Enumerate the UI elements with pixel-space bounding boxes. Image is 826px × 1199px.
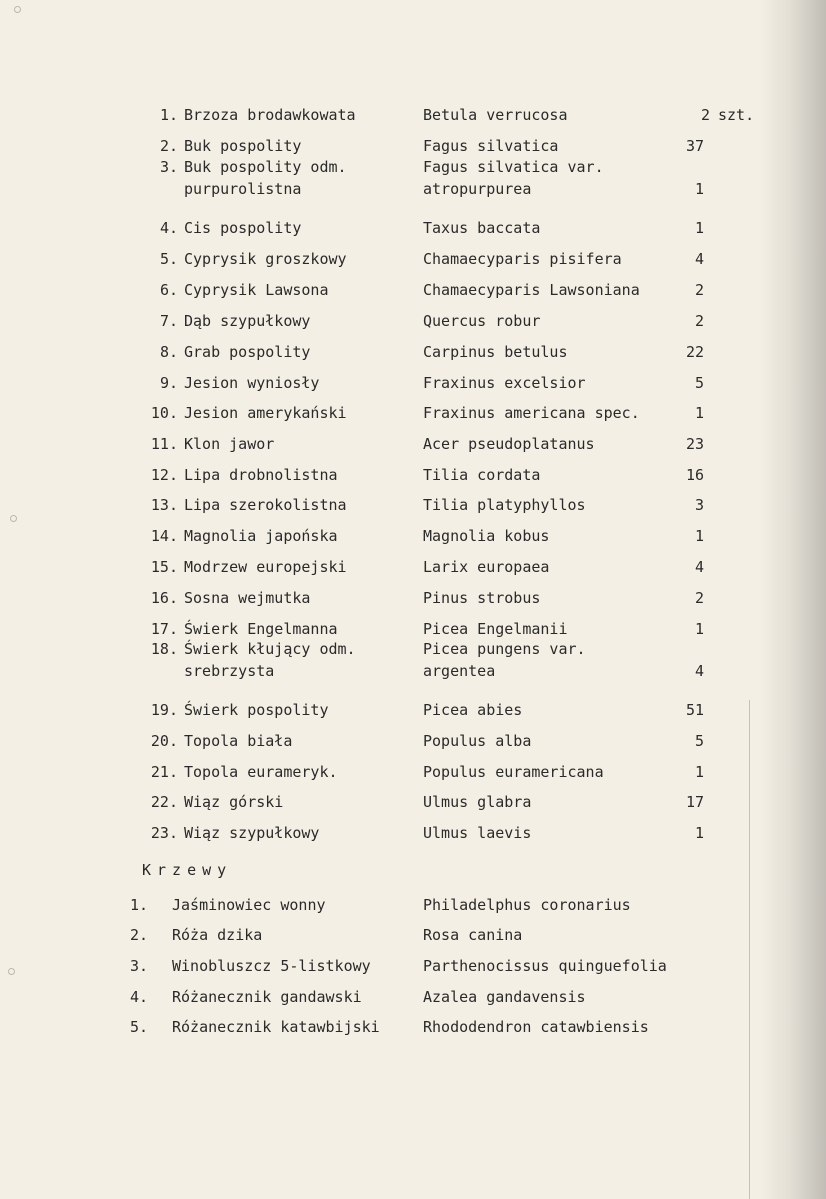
polish-name: Wiąz szypułkowy <box>184 824 320 842</box>
tree-count: 2 <box>694 281 704 299</box>
tree-row <box>0 433 826 455</box>
row-number: 11. <box>150 435 178 453</box>
tree-row <box>0 310 826 332</box>
tree-row <box>0 525 826 547</box>
latin-name: Rhododendron catawbiensis <box>423 1018 649 1036</box>
tree-count: 51 <box>685 701 704 719</box>
latin-name: Tilia platyphyllos <box>423 496 586 514</box>
tree-row <box>0 104 826 126</box>
tree-count: 1 <box>694 527 704 545</box>
latin-name: argentea <box>423 662 496 680</box>
row-number: 9. <box>159 374 178 392</box>
row-number: 5. <box>129 1018 148 1036</box>
tree-row <box>0 248 826 270</box>
tree-count: 4 <box>694 250 704 268</box>
tree-count: 2 <box>694 312 704 330</box>
polish-name: Topola biała <box>184 732 293 750</box>
polish-name: Lipa drobnolistna <box>184 466 338 484</box>
shrub-row <box>0 1016 826 1038</box>
row-number: 1. <box>129 896 148 914</box>
polish-name: Cis pospolity <box>184 219 302 237</box>
latin-name: Ulmus laevis <box>423 824 532 842</box>
polish-name: Świerk Engelmanna <box>184 620 338 638</box>
tree-row <box>0 791 826 813</box>
polish-name: Róża dzika <box>172 926 263 944</box>
polish-name: Cyprysik Lawsona <box>184 281 329 299</box>
polish-name: Świerk kłujący odm. <box>184 640 356 658</box>
tree-row <box>0 638 826 682</box>
polish-name: Winobluszcz 5-listkowy <box>172 957 371 975</box>
polish-name: Wiąz górski <box>184 793 284 811</box>
tree-count: 1 <box>694 763 704 781</box>
latin-name: Tilia cordata <box>423 466 541 484</box>
latin-name: Fagus silvatica <box>423 137 559 155</box>
row-number: 20. <box>150 732 178 750</box>
polish-name: Klon jawor <box>184 435 275 453</box>
latin-name: Picea pungens var. <box>423 640 586 658</box>
shrub-row <box>0 955 826 977</box>
polish-name: Jesion amerykański <box>184 404 347 422</box>
polish-name: Grab pospolity <box>184 343 311 361</box>
polish-name: Magnolia japońska <box>184 527 338 545</box>
polish-name: Topola eurameryk. <box>184 763 338 781</box>
polish-name: Brzoza brodawkowata <box>184 106 356 124</box>
latin-name: Larix europaea <box>423 558 550 576</box>
tree-count: 16 <box>685 466 704 484</box>
latin-name: Picea abies <box>423 701 523 719</box>
tree-count: 17 <box>685 793 704 811</box>
latin-name: Populus euramericana <box>423 763 604 781</box>
shrubs-heading: Krzewy <box>142 861 233 879</box>
margin-speck <box>10 515 17 522</box>
row-number: 17. <box>150 620 178 638</box>
tree-row <box>0 822 826 844</box>
tree-row <box>0 699 826 721</box>
tree-count: 1 <box>694 180 704 198</box>
latin-name: Magnolia kobus <box>423 527 550 545</box>
tree-count: 1 <box>694 620 704 638</box>
latin-name: Chamaecyparis Lawsoniana <box>423 281 640 299</box>
row-number: 15. <box>150 558 178 576</box>
tree-count: 37 <box>685 137 704 155</box>
tree-count: 1 <box>694 404 704 422</box>
row-number: 23. <box>150 824 178 842</box>
latin-name: Quercus robur <box>423 312 541 330</box>
row-number: 2. <box>159 137 178 155</box>
polish-name: Dąb szypułkowy <box>184 312 311 330</box>
row-number: 3. <box>159 158 178 176</box>
shrub-row <box>0 894 826 916</box>
latin-name: Chamaecyparis pisifera <box>423 250 622 268</box>
row-number: 16. <box>150 589 178 607</box>
polish-name: Buk pospolity odm. <box>184 158 347 176</box>
polish-name: Cyprysik groszkowy <box>184 250 347 268</box>
polish-name: Modrzew europejski <box>184 558 347 576</box>
latin-name: Acer pseudoplatanus <box>423 435 595 453</box>
tree-row <box>0 372 826 394</box>
tree-count: 4 <box>694 662 704 680</box>
tree-row <box>0 494 826 516</box>
row-number: 2. <box>129 926 148 944</box>
row-number: 10. <box>150 404 178 422</box>
tree-count: 22 <box>685 343 704 361</box>
latin-name: Fraxinus americana spec. <box>423 404 640 422</box>
polish-name: Lipa szerokolistna <box>184 496 347 514</box>
latin-name: Pinus strobus <box>423 589 541 607</box>
tree-row <box>0 556 826 578</box>
latin-name: Parthenocissus quinguefolia <box>423 957 667 975</box>
row-number: 14. <box>150 527 178 545</box>
polish-name: Jaśminowiec wonny <box>172 896 326 914</box>
tree-count: 1 <box>694 824 704 842</box>
row-number: 3. <box>129 957 148 975</box>
tree-count: 23 <box>685 435 704 453</box>
row-number: 13. <box>150 496 178 514</box>
polish-name: Sosna wejmutka <box>184 589 311 607</box>
tree-row <box>0 341 826 363</box>
tree-row <box>0 279 826 301</box>
tree-row <box>0 587 826 609</box>
polish-name: Jesion wyniosły <box>184 374 320 392</box>
tree-row <box>0 464 826 486</box>
tree-count: 4 <box>694 558 704 576</box>
tree-row <box>0 402 826 424</box>
latin-name: Fraxinus excelsior <box>423 374 586 392</box>
count-unit: szt. <box>718 106 755 124</box>
latin-name: Azalea gandavensis <box>423 988 586 1006</box>
tree-row <box>0 135 826 157</box>
tree-row <box>0 156 826 200</box>
polish-name: Różanecznik katawbijski <box>172 1018 380 1036</box>
row-number: 1. <box>159 106 178 124</box>
tree-count: 2 <box>694 589 704 607</box>
polish-name: Buk pospolity <box>184 137 302 155</box>
shrub-row <box>0 986 826 1008</box>
polish-name: Różanecznik gandawski <box>172 988 362 1006</box>
latin-name: Carpinus betulus <box>423 343 568 361</box>
polish-name: purpurolistna <box>184 180 302 198</box>
tree-count: 3 <box>694 496 704 514</box>
row-number: 19. <box>150 701 178 719</box>
row-number: 4. <box>129 988 148 1006</box>
row-number: 22. <box>150 793 178 811</box>
row-number: 12. <box>150 466 178 484</box>
latin-name: Fagus silvatica var. <box>423 158 604 176</box>
shrub-row <box>0 924 826 946</box>
tree-row <box>0 618 826 640</box>
row-number: 8. <box>159 343 178 361</box>
latin-name: Taxus baccata <box>423 219 541 237</box>
row-number: 4. <box>159 219 178 237</box>
tree-count: 5 <box>694 732 704 750</box>
tree-count: 1 <box>694 219 704 237</box>
row-number: 18. <box>150 640 178 658</box>
latin-name: Picea Engelmanii <box>423 620 568 638</box>
latin-name: Ulmus glabra <box>423 793 532 811</box>
row-number: 5. <box>159 250 178 268</box>
row-number: 21. <box>150 763 178 781</box>
polish-name: srebrzysta <box>184 662 275 680</box>
latin-name: Betula verrucosa <box>423 106 568 124</box>
margin-speck <box>14 6 21 13</box>
tree-row <box>0 217 826 239</box>
row-number: 6. <box>159 281 178 299</box>
tree-row <box>0 730 826 752</box>
latin-name: Populus alba <box>423 732 532 750</box>
tree-row <box>0 761 826 783</box>
latin-name: Philadelphus coronarius <box>423 896 631 914</box>
row-number: 7. <box>159 312 178 330</box>
tree-count: 5 <box>694 374 704 392</box>
latin-name: atropurpurea <box>423 180 532 198</box>
latin-name: Rosa canina <box>423 926 523 944</box>
polish-name: Świerk pospolity <box>184 701 329 719</box>
tree-count: 2 <box>700 106 710 124</box>
